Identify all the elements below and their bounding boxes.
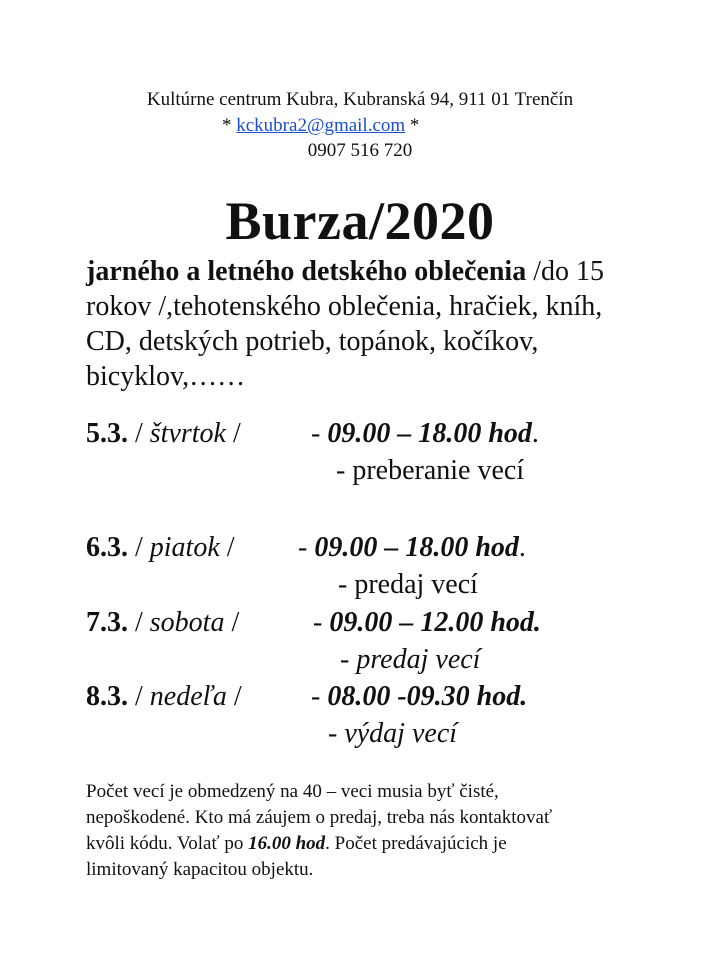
- schedule-hours: - 09.00 – 12.00 hod.: [313, 607, 541, 638]
- email-link[interactable]: kckubra2@gmail.com: [236, 115, 406, 136]
- description-bold: jarného a letného detského oblečenia: [86, 256, 527, 287]
- schedule-activity: - preberanie vecí: [336, 455, 525, 486]
- schedule-activity: - predaj vecí: [340, 644, 481, 675]
- schedule-date: 5.3. / štvrtok /: [86, 418, 241, 449]
- schedule-date: 8.3. / nedeľa /: [86, 681, 242, 712]
- schedule-hours: - 08.00 -09.30 hod.: [311, 681, 528, 712]
- phone-number: 0907 516 720: [307, 140, 413, 161]
- note-line-4: limitovaný kapacitou objektu.: [86, 859, 314, 880]
- email-prefix: *: [222, 115, 237, 136]
- description-line-4: bicyklov,……: [86, 361, 246, 392]
- address-line: Kultúrne centrum Kubra, Kubranská 94, 911 01 Trenčín: [146, 89, 574, 110]
- schedule-hours: - 09.00 – 18.00 hod.: [311, 418, 539, 449]
- description-line-2: rokov /,tehotenského oblečenia, hračiek, kníh,: [86, 291, 603, 322]
- note-line-1: Počet vecí je obmedzený na 40 – veci musia byť čisté,: [86, 781, 499, 802]
- note-line-3: kvôli kódu. Volať po 16.00 hod. Počet predávajúcich je: [86, 833, 507, 854]
- schedule-date: 6.3. / piatok /: [86, 532, 235, 563]
- page-title: Burza/2020: [225, 191, 495, 251]
- note-call-time: 16.00 hod: [248, 833, 326, 854]
- description-line-3: CD, detských potrieb, topánok, kočíkov,: [86, 326, 539, 357]
- schedule-hours: - 09.00 – 18.00 hod.: [298, 532, 526, 563]
- description-line-1: jarného a letného detského oblečenia /do 15: [86, 256, 604, 287]
- schedule-activity: - predaj vecí: [338, 569, 478, 600]
- note-line-2: nepoškodené. Kto má záujem o predaj, treba nás kontaktovať: [86, 807, 553, 828]
- email-line: [222, 115, 419, 137]
- schedule-date: 7.3. / sobota /: [86, 607, 240, 638]
- schedule-activity: - výdaj vecí: [328, 718, 458, 749]
- email-suffix: *: [405, 115, 420, 136]
